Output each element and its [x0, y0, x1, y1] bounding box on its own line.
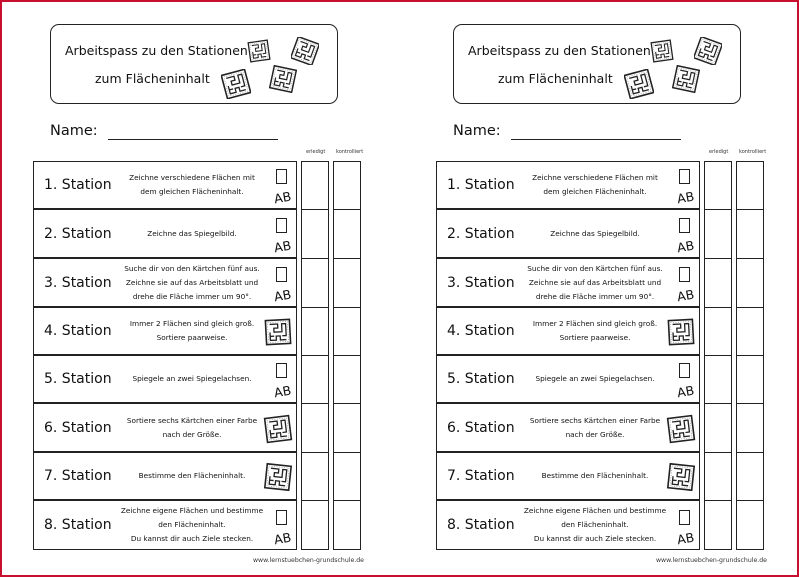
- name-field[interactable]: [108, 139, 278, 140]
- check-cell-divider: [704, 258, 732, 259]
- ab-worksheet-icon: [674, 267, 694, 303]
- instruction-line: Zeichne das Spiegelbild.: [147, 228, 237, 238]
- maze-tile-icon: [263, 317, 293, 347]
- ab-card-square: [276, 218, 287, 233]
- check-cell-divider: [333, 452, 361, 453]
- station-title: 5. Station: [447, 371, 515, 387]
- ab-worksheet-icon: [674, 510, 694, 546]
- instruction-line: Zeichne sie auf das Arbeitsblatt und: [125, 277, 259, 287]
- station-title: 4. Station: [44, 323, 112, 339]
- ab-card-square: [276, 363, 287, 378]
- station-row: [33, 161, 297, 209]
- check-cell-divider: [736, 209, 764, 210]
- ab-card-square: [679, 363, 690, 378]
- maze-tile-icon: [263, 317, 293, 351]
- instruction-line: nach der Größe.: [565, 429, 625, 439]
- check-cell-divider: [736, 258, 764, 259]
- maze-tile-icon: [666, 317, 696, 351]
- station-title: 2. Station: [44, 225, 112, 242]
- maze-tile-icon: [221, 69, 251, 103]
- name-field[interactable]: [511, 139, 681, 140]
- header-title-line2: zum Flächeninhalt: [498, 71, 613, 86]
- check-cell-divider: [736, 500, 764, 501]
- ab-worksheet-icon: [271, 218, 291, 254]
- station-instruction: [523, 317, 667, 345]
- footer-url: www.lernstuebchen-grundschule.de: [656, 557, 767, 564]
- maze-tile-icon: [624, 69, 654, 103]
- ab-worksheet-icon: [674, 218, 694, 254]
- instruction-line: Immer 2 Flächen sind gleich groß.: [129, 319, 255, 328]
- check-cell-divider: [301, 209, 329, 210]
- ab-card-square: [276, 267, 287, 282]
- check-cell-divider: [301, 258, 329, 259]
- instruction-line: den Flächeninhalt.: [158, 520, 226, 529]
- station-instruction: [120, 414, 264, 442]
- station-row: [33, 403, 297, 452]
- footer-url: www.lernstuebchen-grundschule.de: [253, 557, 364, 564]
- instruction-line: nach der Größe.: [162, 429, 222, 439]
- ab-label: AB: [272, 188, 293, 207]
- ab-worksheet-icon: [271, 267, 291, 303]
- sheet-right: [403, 0, 799, 573]
- station-row: [33, 500, 297, 550]
- instruction-line: Zeichne verschiedene Flächen mit: [129, 173, 255, 182]
- instruction-line: Zeichne eigene Flächen und bestimme: [120, 506, 264, 515]
- maze-tile-icon: [263, 414, 293, 448]
- maze-tile-icon: [291, 37, 319, 65]
- station-instruction: [523, 171, 667, 199]
- check-cell-divider: [736, 307, 764, 308]
- station-instruction: [120, 372, 264, 386]
- check-cell-divider: [704, 209, 732, 210]
- check-cell-divider: [301, 500, 329, 501]
- maze-tile-icon: [666, 414, 696, 448]
- ab-label: AB: [675, 529, 696, 548]
- check-cell-divider: [736, 452, 764, 453]
- station-row: [436, 403, 700, 452]
- station-row: [33, 258, 297, 307]
- station-instruction: [120, 504, 264, 546]
- maze-tile-icon: [247, 39, 271, 63]
- station-row: [33, 355, 297, 403]
- station-title: 6. Station: [447, 419, 515, 436]
- check-cell-divider: [704, 500, 732, 501]
- station-title: 2. Station: [447, 225, 515, 242]
- instruction-line: dem gleichen Flächeninhalt.: [140, 187, 244, 196]
- ab-label: AB: [675, 237, 696, 256]
- instruction-line: den Flächeninhalt.: [561, 520, 629, 529]
- check-cell-divider: [333, 355, 361, 356]
- maze-tile-icon: [666, 317, 696, 347]
- maze-tile-icon: [269, 65, 297, 97]
- ab-card-square: [679, 169, 690, 184]
- column-header-done: erledigt: [709, 149, 729, 155]
- check-cell-divider: [704, 355, 732, 356]
- maze-tile-icon: [263, 462, 293, 496]
- station-title: 7. Station: [447, 468, 515, 484]
- maze-tile-icon: [247, 39, 271, 67]
- ab-card-square: [679, 510, 690, 525]
- instruction-line: Zeichne das Spiegelbild.: [550, 228, 640, 238]
- station-instruction: [120, 171, 264, 199]
- check-cell-divider: [301, 452, 329, 453]
- sheet-left: [0, 0, 400, 573]
- station-instruction: [523, 372, 667, 386]
- check-cell-divider: [736, 355, 764, 356]
- station-row: [436, 355, 700, 403]
- station-row: [436, 161, 700, 209]
- check-cell-divider: [301, 403, 329, 404]
- station-title: 1. Station: [447, 177, 515, 193]
- ab-label: AB: [272, 237, 293, 256]
- check-cell-divider: [333, 403, 361, 404]
- station-row: [33, 209, 297, 258]
- ab-worksheet-icon: [271, 169, 291, 205]
- ab-label: AB: [272, 529, 293, 548]
- ab-label: AB: [675, 382, 696, 401]
- station-title: 8. Station: [44, 517, 112, 533]
- check-cell-divider: [333, 307, 361, 308]
- station-title: 3. Station: [44, 274, 112, 291]
- station-title: 5. Station: [44, 371, 112, 387]
- instruction-line: drehe die Fläche immer um 90°.: [132, 291, 252, 301]
- maze-tile-icon: [221, 69, 251, 99]
- ab-card-square: [679, 218, 690, 233]
- instruction-line: Bestimme den Flächeninhalt.: [138, 471, 246, 480]
- instruction-line: Zeichne verschiedene Flächen mit: [532, 173, 658, 182]
- instruction-line: Spiegele an zwei Spiegelachsen.: [132, 374, 252, 383]
- station-instruction: [523, 227, 667, 241]
- ab-worksheet-icon: [271, 363, 291, 399]
- column-header-done: erledigt: [306, 149, 326, 155]
- station-instruction: [120, 469, 264, 483]
- ab-label: AB: [272, 286, 293, 305]
- station-title: 8. Station: [447, 517, 515, 533]
- check-cell-divider: [333, 500, 361, 501]
- header-title-line2: zum Flächeninhalt: [95, 71, 210, 86]
- station-instruction: [523, 504, 667, 546]
- check-cell-divider: [704, 403, 732, 404]
- station-row: [33, 452, 297, 500]
- station-instruction: [120, 262, 264, 304]
- station-row: [436, 307, 700, 355]
- ab-worksheet-icon: [271, 510, 291, 546]
- instruction-line: Zeichne eigene Flächen und bestimme: [523, 506, 667, 515]
- station-row: [33, 307, 297, 355]
- check-cell-divider: [301, 307, 329, 308]
- instruction-line: Spiegele an zwei Spiegelachsen.: [535, 374, 655, 383]
- instruction-line: Zeichne sie auf das Arbeitsblatt und: [528, 277, 662, 287]
- instruction-line: dem gleichen Flächeninhalt.: [543, 187, 647, 196]
- check-cell-divider: [736, 403, 764, 404]
- column-header-checked: kontrolliert: [739, 149, 767, 155]
- station-instruction: [523, 414, 667, 442]
- ab-worksheet-icon: [674, 169, 694, 205]
- station-instruction: [523, 469, 667, 483]
- name-label: Name:: [453, 123, 501, 139]
- instruction-line: Sortiere paarweise.: [156, 333, 228, 342]
- maze-tile-icon: [666, 462, 696, 496]
- maze-tile-icon: [263, 462, 293, 492]
- station-row: [436, 258, 700, 307]
- maze-tile-icon: [650, 39, 674, 67]
- station-row: [436, 452, 700, 500]
- ab-label: AB: [675, 188, 696, 207]
- check-cell-divider: [301, 355, 329, 356]
- instruction-line: Du kannst dir auch Ziele stecken.: [130, 534, 254, 543]
- station-title: 6. Station: [44, 419, 112, 436]
- ab-card-square: [276, 169, 287, 184]
- instruction-line: Suche dir von den Kärtchen fünf aus.: [124, 263, 260, 273]
- instruction-line: drehe die Fläche immer um 90°.: [535, 291, 655, 301]
- check-cell-divider: [333, 209, 361, 210]
- station-instruction: [523, 262, 667, 304]
- instruction-line: Du kannst dir auch Ziele stecken.: [533, 534, 657, 543]
- maze-tile-icon: [672, 65, 700, 97]
- instruction-line: Suche dir von den Kärtchen fünf aus.: [527, 263, 663, 273]
- ab-card-square: [276, 510, 287, 525]
- maze-tile-icon: [666, 414, 696, 444]
- maze-tile-icon: [666, 462, 696, 492]
- instruction-line: Bestimme den Flächeninhalt.: [541, 471, 649, 480]
- ab-worksheet-icon: [674, 363, 694, 399]
- maze-tile-icon: [624, 69, 654, 99]
- instruction-line: Immer 2 Flächen sind gleich groß.: [532, 319, 658, 328]
- station-title: 7. Station: [44, 468, 112, 484]
- station-row: [436, 500, 700, 550]
- station-instruction: [120, 317, 264, 345]
- check-cell-divider: [704, 452, 732, 453]
- ab-label: AB: [675, 286, 696, 305]
- maze-tile-icon: [269, 65, 297, 93]
- ab-card-square: [679, 267, 690, 282]
- station-instruction: [120, 227, 264, 241]
- check-cell-divider: [333, 258, 361, 259]
- check-cell-divider: [704, 307, 732, 308]
- station-title: 4. Station: [447, 323, 515, 339]
- header-title-line1: Arbeitspass zu den Stationen: [65, 43, 248, 58]
- station-title: 1. Station: [44, 177, 112, 193]
- header-title-line1: Arbeitspass zu den Stationen: [468, 43, 651, 58]
- maze-tile-icon: [650, 39, 674, 63]
- ab-label: AB: [272, 382, 293, 401]
- station-title: 3. Station: [447, 274, 515, 291]
- instruction-line: Sortiere sechs Kärtchen einer Farbe: [529, 415, 661, 425]
- maze-tile-icon: [694, 37, 722, 65]
- station-row: [436, 209, 700, 258]
- header-box: [453, 24, 741, 104]
- column-header-checked: kontrolliert: [336, 149, 364, 155]
- maze-tile-icon: [672, 65, 700, 93]
- header-box: [50, 24, 338, 104]
- instruction-line: Sortiere sechs Kärtchen einer Farbe: [126, 415, 258, 425]
- maze-tile-icon: [263, 414, 293, 444]
- name-label: Name:: [50, 123, 98, 139]
- instruction-line: Sortiere paarweise.: [559, 333, 631, 342]
